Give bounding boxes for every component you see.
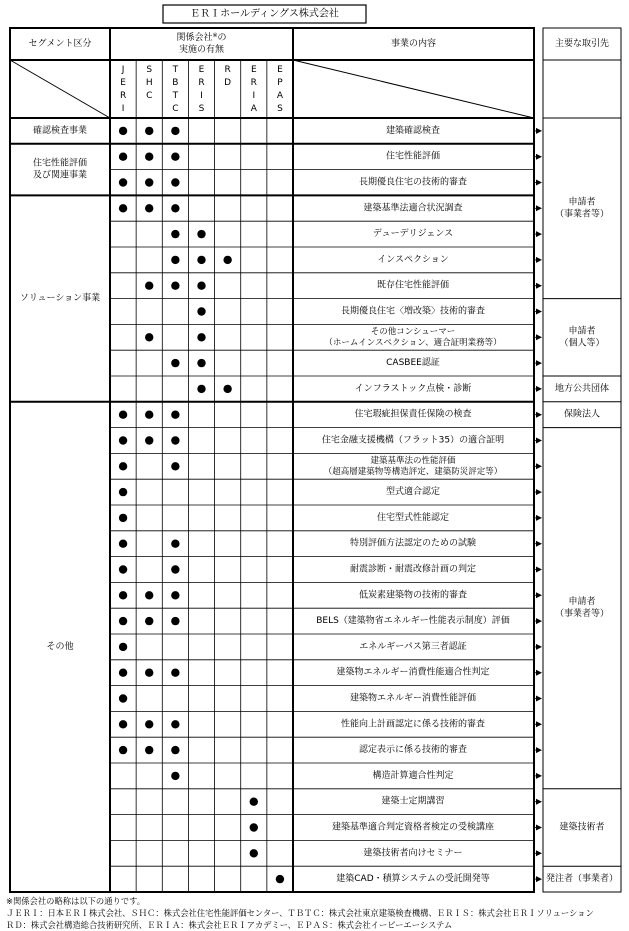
mark-dot [145,204,153,212]
arrow-head [536,283,542,289]
mark-dot [119,746,127,754]
arrow-head [536,205,542,211]
mark-dot [119,436,127,444]
mark-dot [250,798,258,806]
mark-dot [171,359,179,367]
business-item-text: （ホームインスペクション、適合証明業務等） [324,337,502,348]
mark-dot [197,307,205,315]
mark-dot [145,411,153,419]
company-abbr-epas: S [277,104,283,114]
mark-dot [119,591,127,599]
segment-label: ソリューション事業 [19,293,101,304]
company-abbr-jeri: I [121,104,125,114]
mark-dot [119,540,127,548]
company-abbr-jeri: R [119,91,127,101]
company-abbr-eria: A [250,104,257,114]
segment-label: その他 [46,641,74,652]
clients-column-frame [543,28,621,892]
mark-dot [145,617,153,625]
arrow-head [536,309,542,315]
mark-dot [119,178,127,186]
company-abbr-epas: E [277,65,283,75]
company-abbr-tbtc: T [172,65,179,75]
mark-dot [119,153,127,161]
business-item-text: 住宅型式性能認定 [376,512,450,523]
mark-dot [119,720,127,728]
business-item-text: 住宅金融支援機構（フラット35）の適合証明 [321,435,505,446]
business-item-text: BELS（建築物省エネルギー性能表示制度）評価 [316,616,510,627]
mark-dot [197,230,205,238]
company-abbr-eris: S [198,104,205,114]
arrow-head [536,799,542,805]
client-label: 保険法人 [563,409,601,420]
business-item-text: 建築士定期講習 [381,796,445,807]
mark-dot [171,282,179,290]
arrow-head [536,438,542,444]
company-abbr-epas: P [277,78,283,88]
header-business: 事業の内容 [390,39,437,49]
client-label: （事業者等） [554,209,610,220]
arrow-head [536,412,542,418]
company-abbr-eria: R [250,78,257,88]
mark-dot [197,359,205,367]
mark-dot [171,591,179,599]
arrow-head [536,154,542,160]
mark-dot [145,669,153,677]
business-item-text: 長期優良住宅〈増改築〉技術的審査 [340,306,486,317]
business-item-text: 建築物エネルギー消費性能評価 [349,693,477,704]
mark-dot [171,617,179,625]
mark-dot [119,565,127,573]
mark-dot [145,591,153,599]
company-abbr-eris: I [200,91,203,101]
mark-dot [171,204,179,212]
arrow-head [536,876,542,882]
mark-dot [197,256,205,264]
mark-dot [171,178,179,186]
company-abbr-eria: I [252,91,256,101]
header-clients: 主要な取引先 [554,39,610,49]
mark-dot [145,333,153,341]
business-item-text: インスペクション [377,254,449,265]
mark-dot [145,127,153,135]
header-affiliates-sub: 実施の有無 [178,45,225,55]
mark-dot [171,746,179,754]
mark-dot [171,720,179,728]
arrow-head [536,489,542,495]
mark-dot [119,669,127,677]
business-item-text: インフラストック点検・診断 [354,383,472,394]
arrow-head [536,825,542,831]
business-item-text: 特別評価方法認定のための試験 [349,538,477,549]
business-item-text: 建築基準法適合状況調査 [363,203,463,214]
footnote-heading: ※関係会社の略称は以下の通りです。 [6,896,146,906]
mark-dot [145,746,153,754]
business-item-text: 住宅瑕疵担保責任保険の検査 [354,409,472,420]
mark-dot [171,772,179,780]
mark-dot [171,127,179,135]
mark-dot [145,153,153,161]
mark-dot [250,849,258,857]
company-abbr-tbtc: T [172,91,179,101]
business-item-text: 認定表示に係る技術的審査 [358,745,468,756]
arrow-head [536,360,542,366]
business-item-text: その他コンシューマー [370,326,456,337]
company-abbr-jeri: J [121,65,125,75]
arrow-head [536,721,542,727]
company-abbr-rd: R [224,65,231,75]
arrow-head [536,463,542,469]
client-label: 申請者 [568,597,596,608]
business-item-text: 建築確認検査 [385,125,441,136]
mark-dot [119,617,127,625]
business-item-text: 既存住宅性能評価 [376,280,450,291]
mark-dot [145,436,153,444]
mark-dot [171,462,179,470]
arrow-head [536,128,542,134]
segment-label: 確認検査事業 [32,125,88,136]
business-item-text: 建築基準法の性能評価 [370,455,456,466]
arrow-head [536,592,542,598]
client-label: 建築技術者 [559,822,605,833]
company-abbr-eris: R [198,78,205,88]
arrow-head [536,696,542,702]
segment-label: 住宅性能評価 [32,158,88,169]
business-item-text: 住宅性能評価 [385,151,441,162]
mark-dot [145,178,153,186]
arrow-head [536,515,542,521]
arrow-head [536,231,542,237]
title-text: ＥＲＩホールディングス株式会社 [190,8,339,20]
mark-dot [145,720,153,728]
mark-dot [171,230,179,238]
segment-label: 及び関連事業 [32,170,88,181]
arrow-head [536,541,542,547]
arrow-head [536,644,542,650]
business-item-text: 低炭素建築物の技術的審査 [358,590,468,601]
arrow-head [536,773,542,779]
business-item-text: 長期優良住宅の技術的審査 [358,177,468,188]
arrow-head [536,567,542,573]
business-item-text: 建築物エネルギー消費性能適合性判定 [336,667,490,678]
business-item-text: （超高層建築物等構造評定、建築防災評定等） [323,466,503,477]
mark-dot [119,411,127,419]
business-item-text: CASBEE認証 [386,358,440,369]
arrow-head [536,747,542,753]
mark-dot [171,669,179,677]
mark-dot [171,436,179,444]
company-abbr-rd: D [224,78,232,88]
mark-dot [250,823,258,831]
company-abbr-epas: A [276,91,284,101]
mark-dot [119,462,127,470]
company-abbr-eris: E [198,65,205,75]
client-label: 申請者 [568,326,596,337]
business-item-text: 耐震診断・耐震改修計画の判定 [349,564,477,575]
mark-dot [197,282,205,290]
business-item-text: デューデリジェンス [372,229,454,240]
arrow-head [536,850,542,856]
business-diagonal [293,60,534,118]
segment-diagonal [10,60,110,118]
company-abbr-shc: C [146,91,153,101]
mark-dot [223,385,231,393]
company-abbr-shc: H [145,78,153,88]
business-item-text: 性能向上計画認定に係る技術的審査 [340,719,486,730]
company-abbr-shc: S [146,65,153,75]
arrow-head [536,334,542,340]
footnote-abbreviations-2: ＲＤ：株式会社構造総合技術研究所、ＥＲＩＡ：株式会社ＥＲＩアカデミー、ＥＰＡＳ：株式会社イーピーエーシステム [6,920,453,930]
arrow-head [536,670,542,676]
client-label: （事業者等） [554,609,610,620]
client-label: 申請者 [568,197,596,208]
header-affiliates: 関係会社※の [176,31,227,43]
mark-dot [119,643,127,651]
arrow-head [536,618,542,624]
mark-dot [276,875,284,883]
mark-dot [119,488,127,496]
business-item-text: 建築技術者向けセミナー [363,848,463,859]
footnote-abbreviations-1: ＪＥＲＩ：日本ＥＲＩ株式会社、ＳＨＣ：株式会社住宅性能評価センター、ＴＢＴＣ：株式会社東京建築検査機構、ＥＲＩＳ：株式会社ＥＲＩソリューション [6,908,594,918]
business-item-text: 建築基準適合判定資格者検定の受検講座 [331,822,495,833]
mark-dot [119,694,127,702]
client-label: 発注者（事業者） [545,874,619,885]
company-abbr-jeri: E [120,78,126,88]
arrow-head [536,386,542,392]
mark-dot [171,565,179,573]
business-item-text: エネルギーパス第三者認証 [359,641,467,652]
business-item-text: 型式適合認定 [385,487,441,498]
company-abbr-tbtc: C [172,104,179,114]
mark-dot [197,385,205,393]
header-segment: セグメント区分 [28,39,92,49]
mark-dot [223,256,231,264]
business-item-text: 構造計算適合性判定 [372,770,454,781]
mark-dot [197,333,205,341]
mark-dot [171,540,179,548]
arrow-head [536,257,542,263]
mark-dot [119,204,127,212]
mark-dot [119,127,127,135]
client-label: （個人等） [559,338,605,349]
arrow-head [536,180,542,186]
mark-dot [171,411,179,419]
mark-dot [145,282,153,290]
company-abbr-eria: E [250,65,257,75]
business-item-text: 建築CAD・積算システムの受託開発等 [336,874,490,885]
company-abbr-tbtc: B [172,78,179,88]
mark-dot [171,153,179,161]
mark-dot [171,256,179,264]
mark-dot [119,514,127,522]
client-label: 地方公共団体 [554,383,610,394]
